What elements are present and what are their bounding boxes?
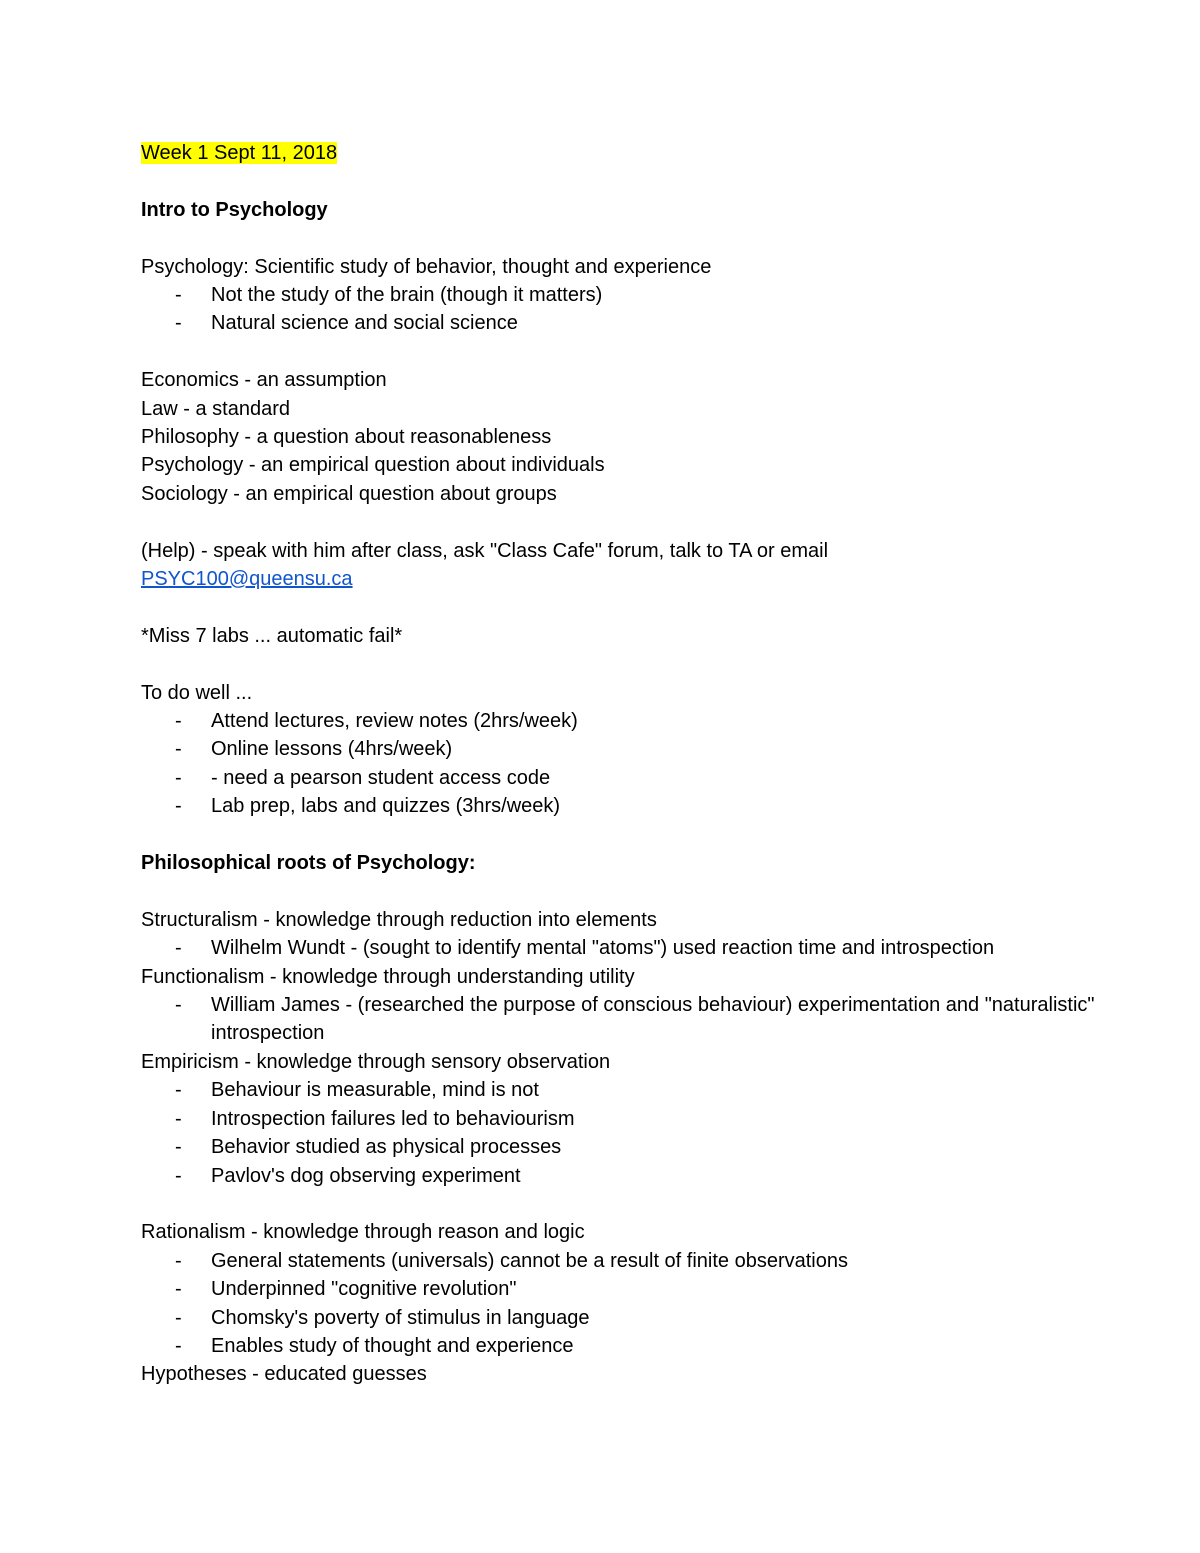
bullet: - <box>175 994 182 1017</box>
bullet: - <box>175 738 182 761</box>
empiricism-line: Empiricism - knowledge through sensory observation <box>141 1050 611 1073</box>
discipline-line: Sociology - an empirical question about groups <box>141 482 557 505</box>
date-heading-line <box>141 139 1101 167</box>
list-item: - Introspection failures led to behaviourism <box>141 1105 1101 1133</box>
hypotheses-line: Hypotheses - educated guesses <box>141 1363 427 1386</box>
structuralism-line: Structuralism - knowledge through reduction into elements <box>141 908 657 931</box>
bullet: - <box>175 1249 182 1272</box>
bullet: - <box>175 1164 182 1187</box>
list-item: - Underpinned "cognitive revolution" <box>141 1275 1101 1303</box>
bullet: - <box>175 312 182 335</box>
list-item: - - need a pearson student access code <box>141 764 1101 792</box>
empiricism-list <box>141 1076 1101 1190</box>
rationalism-line: Rationalism - knowledge through reason and logic <box>141 1221 585 1244</box>
functionalism-line: Functionalism - knowledge through understanding utility <box>141 965 635 988</box>
date-heading: Week 1 Sept 11, 2018 <box>141 142 338 164</box>
list-item: - Not the study of the brain (though it matters) <box>141 281 1101 309</box>
bullet: - <box>175 1334 182 1357</box>
help-email-line <box>141 565 1101 593</box>
definition: Psychology: Scientific study of behavior, thought and experience <box>141 255 712 278</box>
bullet: - <box>175 710 182 733</box>
bullet: - <box>175 937 182 960</box>
bullet: - <box>175 284 182 306</box>
discipline-line: Economics - an assumption <box>141 369 387 392</box>
document-body <box>141 139 1101 1389</box>
list-item: - Lab prep, labs and quizzes (3hrs/week) <box>141 792 1101 820</box>
discipline-line: Law - a standard <box>141 397 290 420</box>
list-item: - Pavlov's dog observing experiment <box>141 1162 1101 1190</box>
definition-list <box>141 281 1101 338</box>
list-item: - William James - (researched the purpose of conscious behaviour) experimentation and "naturalistic" introspection <box>141 991 1101 1048</box>
title: Intro to Psychology <box>141 198 328 221</box>
list-item: - Behavior studied as physical processes <box>141 1133 1101 1161</box>
do-well-intro: To do well ... <box>141 681 253 704</box>
bullet: - <box>175 1136 182 1159</box>
list-item: - Natural science and social science <box>141 309 1101 337</box>
list-item: - Behaviour is measurable, mind is not <box>141 1076 1101 1104</box>
list-item: - General statements (universals) cannot be a result of finite observations <box>141 1247 1101 1275</box>
list-item: - Chomsky's poverty of stimulus in language <box>141 1304 1101 1332</box>
list-item: - Wilhelm Wundt - (sought to identify mental "atoms") used reaction time and introspection <box>141 934 1101 962</box>
functionalism-list <box>141 991 1101 1048</box>
discipline-line: Psychology - an empirical question about individuals <box>141 454 605 477</box>
section-heading: Philosophical roots of Psychology: <box>141 852 476 875</box>
list-item: - Attend lectures, review notes (2hrs/week) <box>141 707 1101 735</box>
bullet: - <box>175 795 182 818</box>
bullet: - <box>175 1107 182 1130</box>
bullet: - <box>175 1306 182 1329</box>
discipline-line: Philosophy - a question about reasonableness <box>141 426 552 449</box>
rationalism-list <box>141 1247 1101 1361</box>
do-well-list <box>141 707 1101 821</box>
email-link[interactable]: PSYC100@queensu.ca <box>141 568 353 591</box>
list-item: - Online lessons (4hrs/week) <box>141 735 1101 763</box>
labs-warning: *Miss 7 labs ... automatic fail* <box>141 624 403 647</box>
help-text: (Help) - speak with him after class, ask "Class Cafe" forum, talk to TA or email <box>141 539 829 562</box>
bullet: - <box>175 1079 182 1102</box>
structuralism-list <box>141 934 1101 962</box>
bullet: - <box>175 1278 182 1301</box>
bullet: - <box>175 766 182 789</box>
list-item: - Enables study of thought and experience <box>141 1332 1101 1360</box>
